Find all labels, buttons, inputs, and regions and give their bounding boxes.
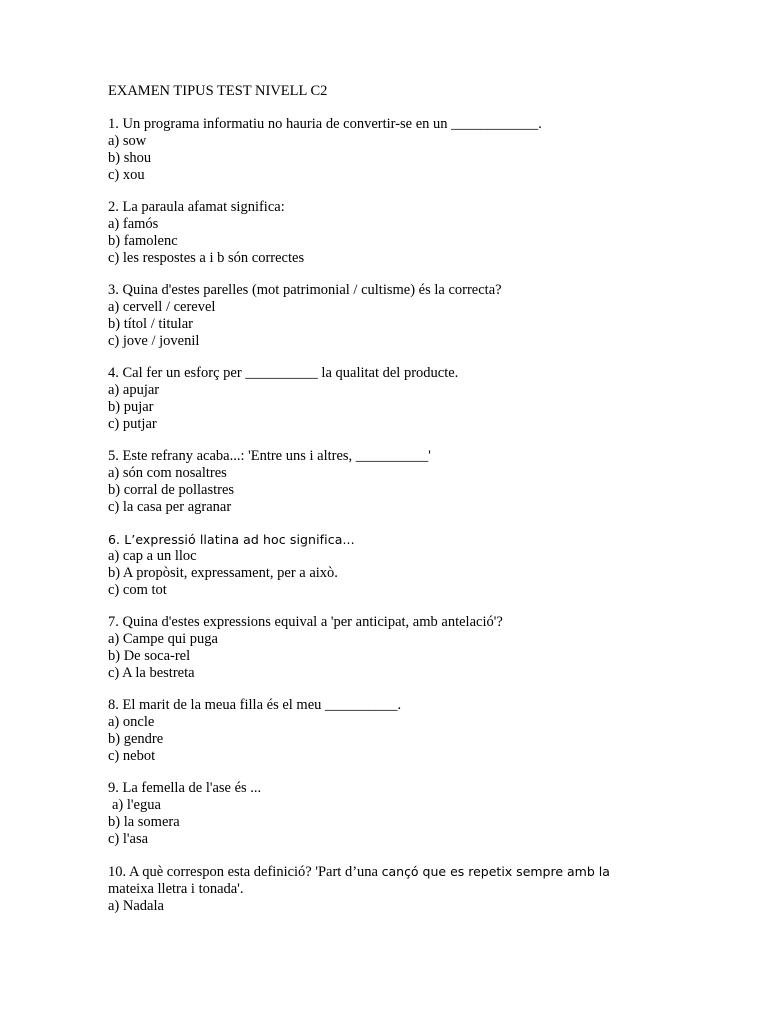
answer-option-b: b) gendre: [108, 731, 164, 747]
answer-option-b: b) la somera: [108, 814, 180, 830]
answer-option-a: a) famós: [108, 216, 159, 232]
answer-option-c: c) les respostes a i b són correctes: [108, 250, 305, 266]
answer-option-b: b) pujar: [108, 399, 154, 415]
answer-option-c: c) A la bestreta: [108, 665, 195, 681]
question-stem: 5. Este refrany acaba...: 'Entre uns i altres, __________': [108, 448, 431, 464]
answer-option-c: c) l'asa: [108, 831, 149, 847]
answer-option-a: a) cervell / cerevel: [108, 299, 216, 315]
question-6: [108, 531, 708, 599]
answer-option-a: a) sow: [108, 133, 147, 149]
question-stem: 1. Un programa informatiu no hauria de convertir-se en un ____________.: [108, 116, 542, 132]
question-stem: 4. Cal fer un esforç per __________ la qualitat del producte.: [108, 365, 459, 381]
answer-option-a: a) són com nosaltres: [108, 465, 227, 481]
answer-option-c: c) putjar: [108, 416, 157, 432]
answer-option-b: b) shou: [108, 150, 152, 166]
question-stem: 6. L’expressió llatina ad hoc significa...: [108, 532, 355, 547]
question-stem: 9. La femella de l'ase és ...: [108, 780, 262, 796]
question-stem: 8. El marit de la meua filla és el meu __________.: [108, 697, 402, 713]
question-5: [108, 448, 708, 516]
question-stem: [108, 863, 708, 881]
question-10: [108, 863, 708, 915]
answer-option-c: c) la casa per agranar: [108, 499, 232, 515]
answer-option-a: a) Nadala: [108, 898, 164, 914]
question-1: [108, 116, 708, 184]
question-2: [108, 199, 708, 267]
question-8: [108, 697, 708, 765]
answer-option-c: c) nebot: [108, 748, 156, 764]
answer-option-a: a) Campe qui puga: [108, 631, 218, 647]
question-stem-part: cançó que es repetix sempre amb la: [381, 864, 610, 879]
answer-option-c: c) jove / jovenil: [108, 333, 200, 349]
answer-option-b: b) títol / titular: [108, 316, 193, 332]
answer-option-b: b) famolenc: [108, 233, 178, 249]
question-3: [108, 282, 708, 350]
question-4: [108, 365, 708, 433]
document-title: EXAMEN TIPUS TEST NIVELL C2: [108, 83, 328, 99]
answer-option-b: b) A propòsit, expressament, per a això.: [108, 565, 338, 581]
answer-option-a: a) cap a un lloc: [108, 548, 197, 564]
exam-document: [108, 83, 708, 930]
question-9: [108, 780, 708, 848]
question-7: [108, 614, 708, 682]
answer-option-a: a) oncle: [108, 714, 155, 730]
answer-option-b: b) corral de pollastres: [108, 482, 235, 498]
answer-option-a: a) l'egua: [112, 797, 161, 813]
question-stem-continuation: mateixa lletra i tonada'.: [108, 881, 244, 897]
question-stem: 7. Quina d'estes expressions equival a 'per anticipat, amb antelació'?: [108, 614, 503, 630]
answer-option-c: c) xou: [108, 167, 145, 183]
question-stem: 2. La paraula afamat significa:: [108, 199, 285, 215]
answer-option-b: b) De soca-rel: [108, 648, 191, 664]
answer-option-a: a) apujar: [108, 382, 160, 398]
question-stem-part: 10. A què correspon esta definició? 'Part d’una: [108, 864, 382, 880]
answer-option-c: c) com tot: [108, 582, 167, 598]
question-stem: 3. Quina d'estes parelles (mot patrimonial / cultisme) és la correcta?: [108, 282, 502, 298]
